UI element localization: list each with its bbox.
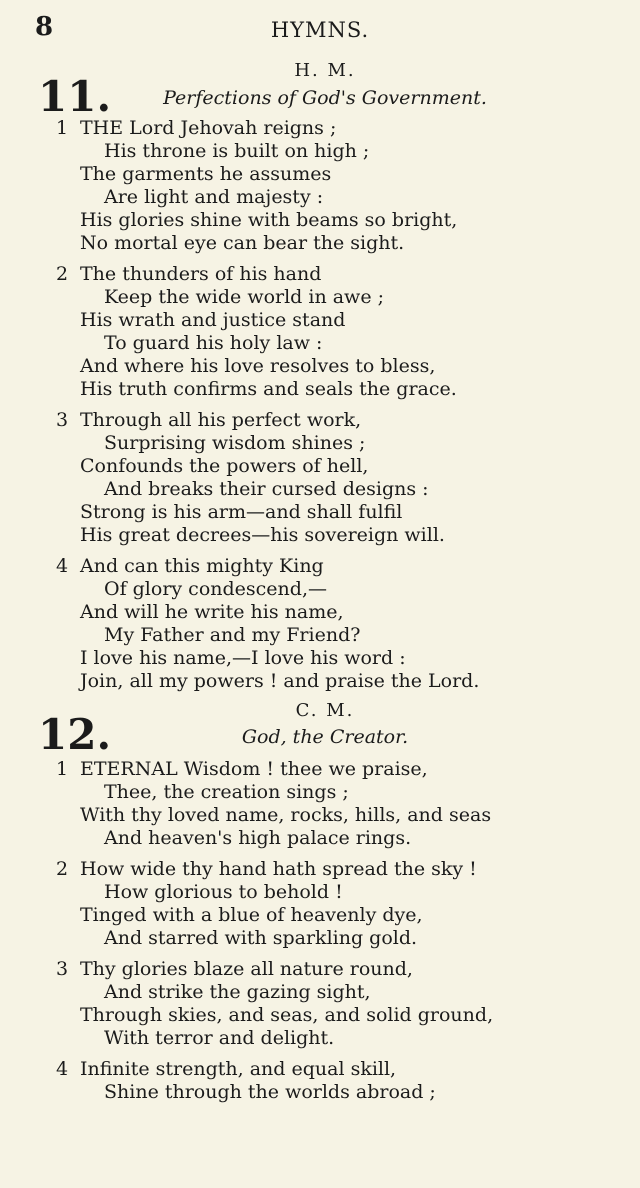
hymn-title: Perfections of God's Government. xyxy=(163,87,487,109)
verse-line: And where his love resolves to bless, xyxy=(80,355,436,377)
verse-line: Thee, the creation sings ; xyxy=(104,781,349,803)
verse-line: Confounds the powers of hell, xyxy=(80,455,369,477)
stanza-number: 4 xyxy=(56,555,69,577)
hymn-number: 11. xyxy=(38,72,112,121)
stanza-number: 2 xyxy=(56,858,69,880)
page-number: 8 xyxy=(35,12,54,42)
verse-line: Keep the wide world in awe ; xyxy=(104,286,385,308)
stanza-number: 3 xyxy=(56,958,69,980)
verse-line: THE Lord Jehovah reigns ; xyxy=(80,117,337,139)
verse-line: His truth confirms and seals the grace. xyxy=(80,378,457,400)
verse-line: My Father and my Friend? xyxy=(104,624,361,646)
verse-line: With terror and delight. xyxy=(104,1027,335,1049)
verse-line: And breaks their cursed designs : xyxy=(104,478,429,500)
stanza-number: 2 xyxy=(56,263,69,285)
verse-line: His great decrees—his sovereign will. xyxy=(80,524,445,546)
stanza-number: 4 xyxy=(56,1058,69,1080)
verse-line: The garments he assumes xyxy=(80,163,332,185)
verse-line: Join, all my powers ! and praise the Lord. xyxy=(80,670,480,692)
verse-line: Shine through the worlds abroad ; xyxy=(104,1081,436,1103)
stanza-number: 1 xyxy=(56,117,69,139)
verse-line: And starred with sparkling gold. xyxy=(104,927,418,949)
verse-line: With thy loved name, rocks, hills, and seas xyxy=(80,804,492,826)
verse-line: Are light and majesty : xyxy=(104,186,324,208)
hymn-title: God, the Creator. xyxy=(241,726,409,748)
hymn-meter: H. M. xyxy=(294,60,356,81)
stanza-number: 1 xyxy=(56,758,69,780)
verse-line: His glories shine with beams so bright, xyxy=(80,209,458,231)
verse-line: Through all his perfect work, xyxy=(80,409,362,431)
verse-line: No mortal eye can bear the sight. xyxy=(80,232,405,254)
stanza-number: 3 xyxy=(56,409,69,431)
verse-line: And will he write his name, xyxy=(80,601,344,623)
verse-line: How glorious to behold ! xyxy=(104,881,343,903)
verse-line: Tinged with a blue of heavenly dye, xyxy=(80,904,423,926)
hymn-meter: C. M. xyxy=(295,700,355,721)
verse-line: And strike the gazing sight, xyxy=(104,981,371,1003)
verse-line: Surprising wisdom shines ; xyxy=(104,432,366,454)
verse-line: Strong is his arm—and shall fulfil xyxy=(80,501,403,523)
verse-line: To guard his holy law : xyxy=(104,332,323,354)
verse-line: How wide thy hand hath spread the sky ! xyxy=(80,858,477,880)
verse-line: ETERNAL Wisdom ! thee we praise, xyxy=(80,758,428,780)
verse-line: Of glory condescend,— xyxy=(104,578,327,600)
verse-line: His wrath and justice stand xyxy=(80,309,346,331)
verse-line: Through skies, and seas, and solid ground, xyxy=(80,1004,494,1026)
verse-line: I love his name,—I love his word : xyxy=(80,647,406,669)
hymn-number: 12. xyxy=(38,710,112,759)
verse-line: And can this mighty King xyxy=(80,555,324,577)
verse-line: Infinite strength, and equal skill, xyxy=(80,1058,397,1080)
verse-line: His throne is built on high ; xyxy=(104,140,370,162)
verse-line: And heaven's high palace rings. xyxy=(104,827,412,849)
verse-line: Thy glories blaze all nature round, xyxy=(80,958,413,980)
running-head: HYMNS. xyxy=(270,18,370,42)
verse-line: The thunders of his hand xyxy=(80,263,322,285)
